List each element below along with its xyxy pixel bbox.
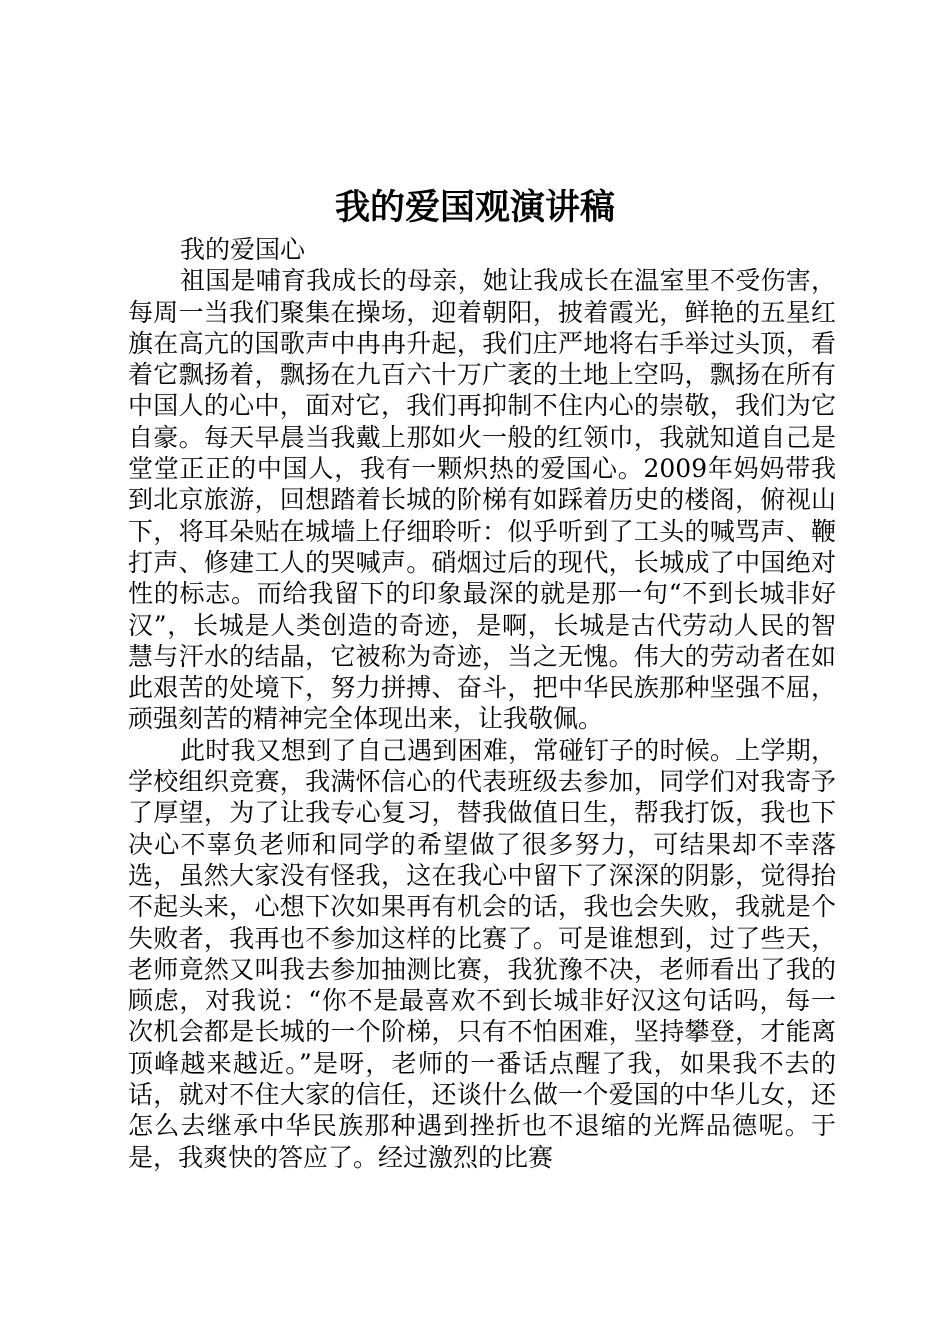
- paragraph-1: 祖国是哺育我成长的母亲，她让我成长在温室里不受伤害，每周一当我们聚集在操场，迎着朝阳，披着霞光，鲜艳的五星红旗在高亢的国歌声中冉冉升起，我们庄严地将右手举过头顶，看着它飘扬着，飘扬在九百六十万广袤的土地上空吗，飘扬在所有中国人的心中，面对它，我们再抑制不住内心的崇敬，我们为它自豪。每天早晨当我戴上那如火一般的红领巾，我就知道自己是堂堂正正的中国人，我有一颗炽热的爱国心。2009年妈妈带我到北京旅游，回想踏着长城的阶梯有如踩着历史的楼阁，俯视山下，将耳朵贴在城墙上仔细聆听：似乎听到了工头的喊骂声、鞭打声、修建工人的哭喊声。硝烟过后的现代，长城成了中国绝对性的标志。而给我留下的印象最深的就是那一句“不到长城非好汉”，长城是人类创造的奇迹，是啊，长城是古代劳动人民的智慧与汗水的结晶，它被称为奇迹，当之无愧。伟大的劳动者在如此艰苦的处境下，努力拼搏、奋斗，把中华民族那种坚强不屈，顽强刻苦的精神完全体现出来，让我敬佩。: [128, 266, 836, 734]
- paragraph-2: 此时我又想到了自己遇到困难，常碰钉子的时候。上学期，学校组织竞赛，我满怀信心的代表班级去参加，同学们对我寄予了厚望，为了让我专心复习，替我做值日生，帮我打饭，我也下决心不辜负老师和同学的希望做了很多努力，可结果却不幸落选，虽然大家没有怪我，这在我心中留下了深深的阴影，觉得抬不起头来，心想下次如果再有机会的话，我也会失败，我就是个失败者，我再也不参加这样的比赛了。可是谁想到，过了些天，老师竟然又叫我去参加抽测比赛，我犹豫不决，老师看出了我的顾虑，对我说：“你不是最喜欢不到长城非好汉这句话吗，每一次机会都是长城的一个阶梯，只有不怕困难，坚持攀登，才能离顶峰越来越近。”是呀，老师的一番话点醒了我，如果我不去的话，就对不住大家的信任，还谈什么做一个爱国的中华儿女，还怎么去继承中华民族那种遇到挫折也不退缩的光辉品德呢。于是，我爽快的答应了。经过激烈的比赛: [128, 735, 836, 1172]
- document-subtitle: 我的爱国心: [180, 235, 306, 264]
- document-title: 我的爱国观演讲稿: [334, 187, 615, 228]
- document-body: [128, 234, 836, 1173]
